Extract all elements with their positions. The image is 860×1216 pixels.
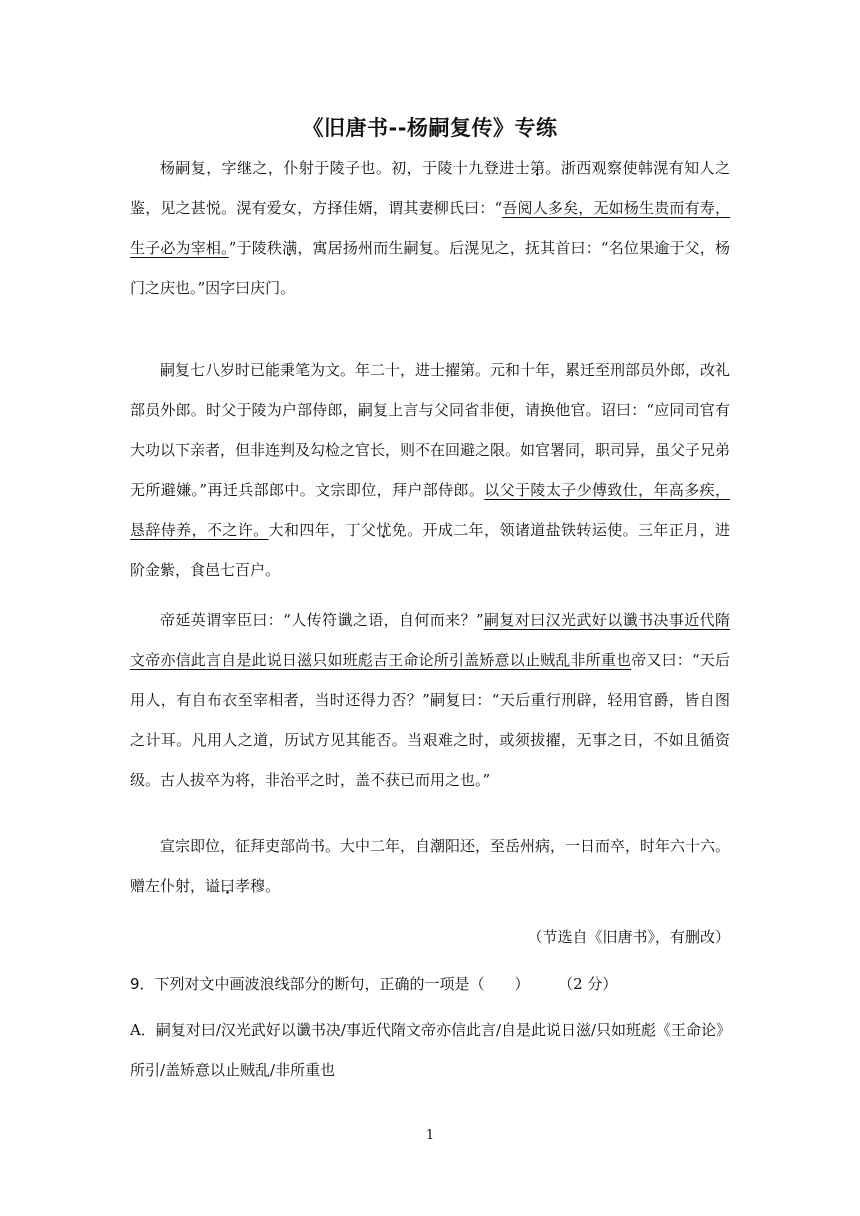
p2-underlined-sentence: 以父于陵太子少傅致仕，年高多疾，恳辞侍养，不之许。 (130, 481, 730, 539)
p2-text-c: 大和四年，丁 (268, 521, 361, 539)
question-text: 下列对文中画波浪线部分的断句，正确的一项是（ ） (154, 975, 530, 993)
question-points: （2 分） (565, 975, 618, 993)
paragraph-2 (130, 350, 730, 590)
p1-text-c: 第。浙西观察使韩滉有知人之鉴，见之甚悦。滉有爱女，方择佳婿，谓其妻柳氏曰：“ (130, 159, 730, 217)
p4-text-c: 曰孝穆。 (220, 877, 281, 895)
paragraph-1 (130, 148, 730, 308)
p3-text-c: 帝又曰：“天后用人，有自布衣至宰相者，当时还得力否？”嗣复曰：“天后重行刑辟，轻用官爵，皆自图之计耳。凡用人之道，历试方见其能否。当艰难之时，或须拔擢，无事之日，不如且循资级。古人拔卒为将，非治平之时，盖不获已而用之也。” (130, 651, 730, 789)
p1-text-a: 杨嗣复，字继之，仆射于陵子也。初，于陵十九登进 (160, 159, 515, 177)
p4-dotted-char: 谥 (205, 877, 221, 895)
p2-text-e: 忧免。开成二年，领诸道盐铁转运使。三年正月，进阶金紫，食邑七百户。 (130, 521, 730, 579)
p1-dotted-char-2: 秩 (266, 239, 283, 257)
question-9 (130, 964, 730, 1004)
option-a: A．嗣复对曰/汉光武好以谶书决/事近代隋文帝亦信此言/自是此说日滋/只如班彪《王命论》所引/盖矫意以止贼乱/非所重也 (130, 1021, 724, 1079)
question-number: 9． (130, 975, 155, 993)
p2-text-a: 嗣复七八岁时已能秉笔为文。年二十，进士擢第。元和十年，累迁至刑部员外郎，改礼部员外郎。时父于陵为户部侍郎，嗣复上言与父同省非便，请换他官。诏曰：“应同司官有大功以下亲者，但非连判及勾检之官长，则不在回避之限。如官署同，职司异，虽父子兄弟无所避嫌。”再迁兵部郎中。文宗即位，拜户部侍郎。 (130, 361, 731, 499)
page-title: 《旧唐书--杨嗣复传》专练 (302, 116, 558, 140)
p1-dotted-char: 士 (514, 159, 530, 177)
p1-text-e: ”于陵 (228, 239, 267, 257)
p2-dotted-char: 父 (360, 521, 377, 539)
p4-text-a: 宣宗即位，征拜吏部尚书。大中二年，自潮阳还，至岳州病，一日而卒，时年六十六。赠左仆射， (130, 837, 731, 895)
p1-underlined-sentence: 吾阅人多矣，无如杨生贵而有寿，生子必为宰相。 (130, 199, 730, 257)
paragraph-3 (130, 600, 730, 800)
page-number: 1 (425, 1128, 435, 1143)
source-note: （节选自《旧唐书》，有删改） (527, 928, 730, 946)
p1-text-g: 满，寓居扬州而生嗣复。后滉见之，抚其首曰：“名位果逾于父，杨门之庆也。”因字曰庆门。 (130, 239, 730, 297)
p3-text-a: 帝延英谓宰臣曰：“人传符谶之语，自何而来？” (160, 611, 484, 629)
p3-wavy-underlined-passage: 嗣复对曰汉光武好以谶书决事近代隋文帝亦信此言自是此说日滋只如班彪吉王命论所引盖矫意以止贼乱非所重也 (130, 611, 730, 669)
paragraph-4 (130, 826, 730, 906)
